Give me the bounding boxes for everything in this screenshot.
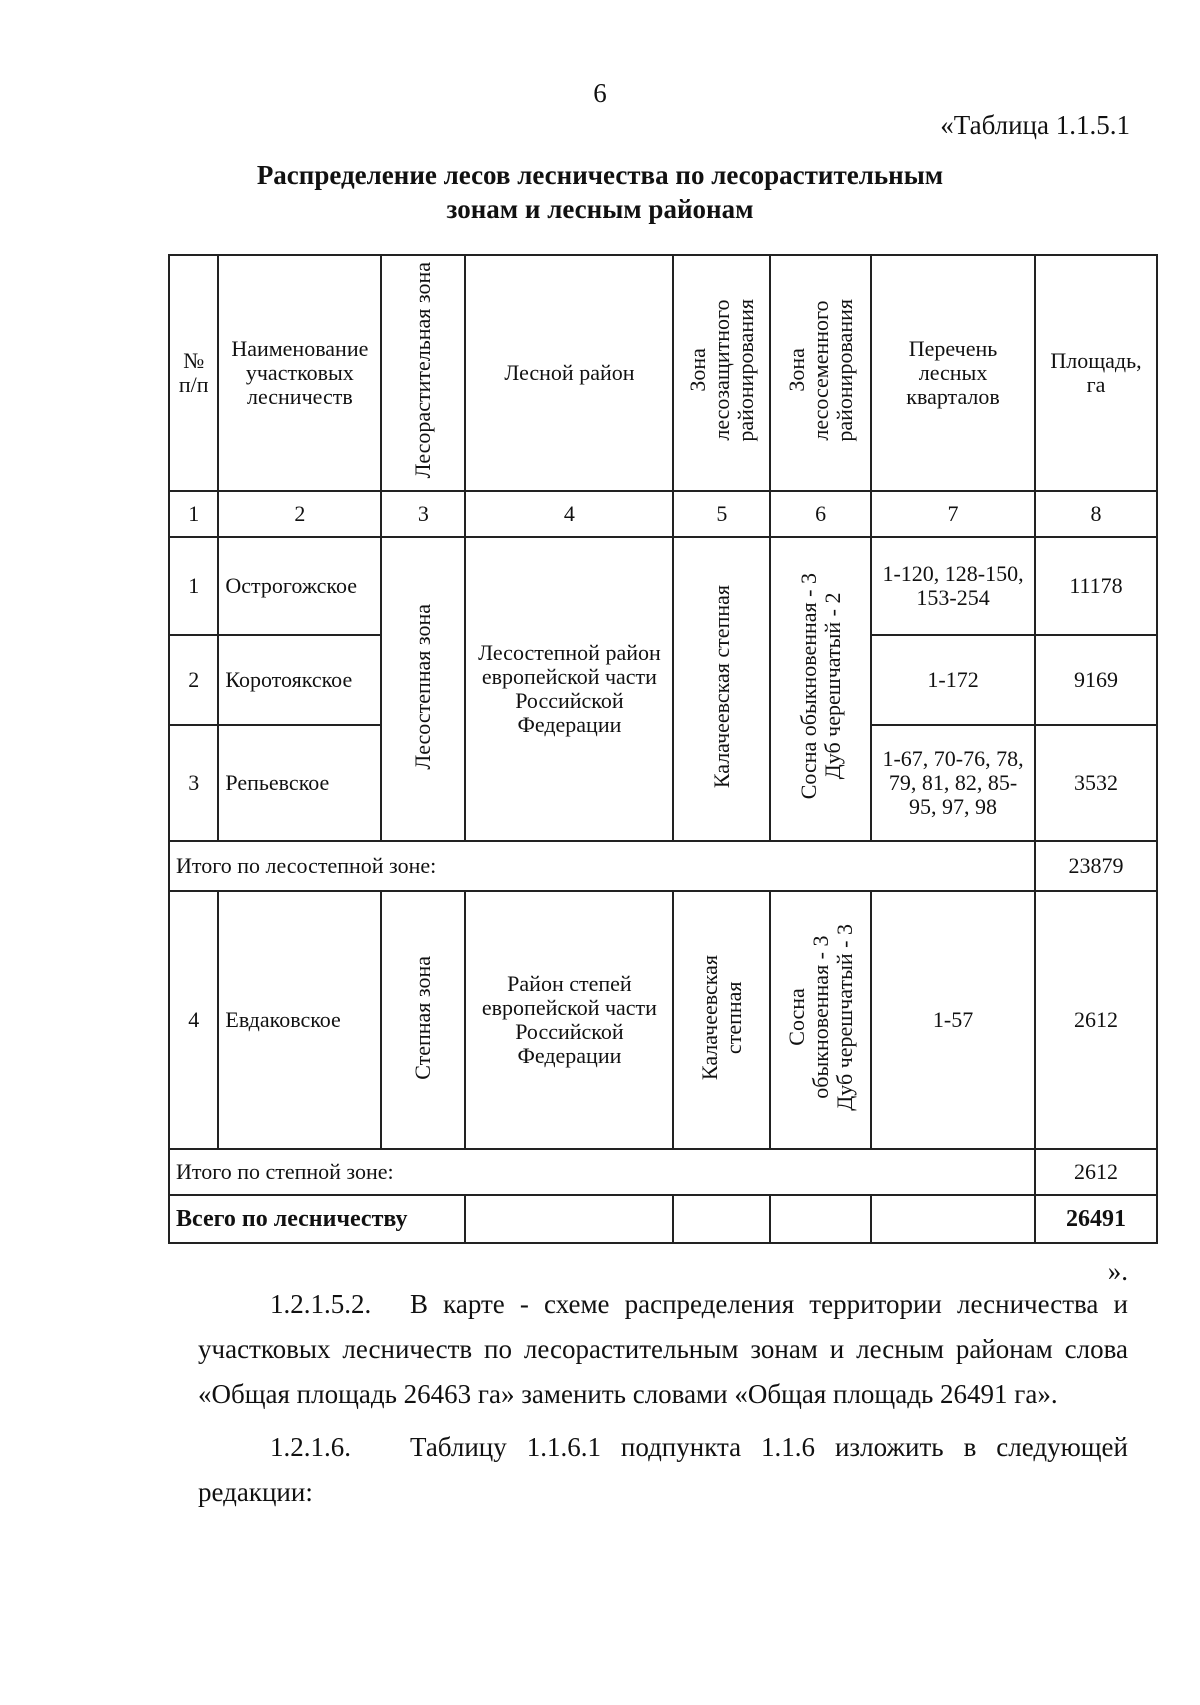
- col-number-8: 8: [1035, 491, 1157, 537]
- quarters-cell: 1-120, 128-150, 153-254: [871, 537, 1035, 635]
- forestry-name: Евдаковское: [218, 891, 381, 1149]
- quarters-cell: 1-67, 70-76, 78, 79, 81, 82, 85-95, 97, 98: [871, 725, 1035, 841]
- header-veg-zone: Лесорастительная зона: [381, 255, 465, 491]
- grand-total-row: [169, 1195, 1157, 1243]
- grand-total-label: Всего по лесничеству: [169, 1195, 465, 1243]
- area-cell: 2612: [1035, 891, 1157, 1149]
- forest-district-cell: Район степей европейской части Российской Федерации: [465, 891, 673, 1149]
- header-protect-zone: Зона лесозащитного районирования: [673, 255, 770, 491]
- paragraph-1-2-1-6: [198, 1425, 1128, 1515]
- veg-zone-cell: Степная зона: [381, 891, 465, 1149]
- empty-cell: [770, 1195, 871, 1243]
- header-quarters: Перечень лесных кварталов: [871, 255, 1035, 491]
- table-row: [169, 537, 1157, 635]
- col-number-1: 1: [169, 491, 218, 537]
- col-number-2: 2: [218, 491, 381, 537]
- forest-district-cell: Лесостепной район европейской части Российской Федерации: [465, 537, 673, 841]
- veg-zone-cell: Лесостепная зона: [381, 537, 465, 841]
- paragraph-1-2-1-5-2: [198, 1282, 1128, 1417]
- area-cell: 9169: [1035, 635, 1157, 725]
- table-reference: «Таблица 1.1.5.1: [940, 110, 1130, 140]
- seed-zone-cell: Сосна обыкновенная - 3 Дуб черешчатый - 2: [770, 537, 871, 841]
- header-forest-district: Лесной район: [465, 255, 673, 491]
- protect-zone-cell: Калачеевская степная: [673, 891, 770, 1149]
- subtotal-row: [169, 841, 1157, 891]
- forestry-name: Коротоякское: [218, 635, 381, 725]
- row-num: 2: [169, 635, 218, 725]
- seed-zone-cell: Сосна обыкновенная - 3 Дуб черешчатый - 3: [770, 891, 871, 1149]
- grand-total-area: 26491: [1035, 1195, 1157, 1243]
- header-seed-zone: Зона лесосеменного районирования: [770, 255, 871, 491]
- closing-quote: ».: [1107, 1256, 1128, 1286]
- header-num: № п/п: [169, 255, 218, 491]
- paragraph-text: В карте - схеме распределения территории лесничества и участковых лесничеств по лесорастительным зонам и лесным районам слова «Общая площадь 26463 га» заменить словами «Общая площадь 26491 га».: [198, 1289, 1128, 1409]
- table-title: [0, 158, 1200, 226]
- forestry-name: Острогожское: [218, 537, 381, 635]
- col-number-6: 6: [770, 491, 871, 537]
- subtotal-area: 2612: [1035, 1149, 1157, 1195]
- column-number-row: [169, 491, 1157, 537]
- col-number-3: 3: [381, 491, 465, 537]
- area-cell: 3532: [1035, 725, 1157, 841]
- table-row: [169, 891, 1157, 1149]
- header-row: [169, 255, 1157, 491]
- area-cell: 11178: [1035, 537, 1157, 635]
- col-number-4: 4: [465, 491, 673, 537]
- row-num: 4: [169, 891, 218, 1149]
- col-number-7: 7: [871, 491, 1035, 537]
- paragraph-text: Таблицу 1.1.6.1 подпункта 1.1.6 изложить в следующей редакции:: [198, 1432, 1128, 1507]
- paragraph-number: 1.2.1.5.2.: [270, 1289, 372, 1319]
- empty-cell: [871, 1195, 1035, 1243]
- subtotal-area: 23879: [1035, 841, 1157, 891]
- subtotal-label: Итого по степной зоне:: [169, 1149, 1035, 1195]
- paragraph-number: 1.2.1.6.: [270, 1432, 351, 1462]
- empty-cell: [673, 1195, 770, 1243]
- header-name: Наименование участковых лесничеств: [218, 255, 381, 491]
- table-title-line-2: зонам и лесным районам: [446, 194, 754, 224]
- empty-cell: [465, 1195, 673, 1243]
- header-area: Площадь, га: [1035, 255, 1157, 491]
- protect-zone-cell: Калачеевская степная: [673, 537, 770, 841]
- quarters-cell: 1-172: [871, 635, 1035, 725]
- forestry-name: Репьевское: [218, 725, 381, 841]
- col-number-5: 5: [673, 491, 770, 537]
- subtotal-row: [169, 1149, 1157, 1195]
- row-num: 1: [169, 537, 218, 635]
- forest-distribution-table: [168, 254, 1158, 1244]
- subtotal-label: Итого по лесостепной зоне:: [169, 841, 1035, 891]
- page-number: 6: [593, 78, 607, 108]
- table-title-line-1: Распределение лесов лесничества по лесорастительным: [256, 160, 944, 190]
- quarters-cell: 1-57: [871, 891, 1035, 1149]
- row-num: 3: [169, 725, 218, 841]
